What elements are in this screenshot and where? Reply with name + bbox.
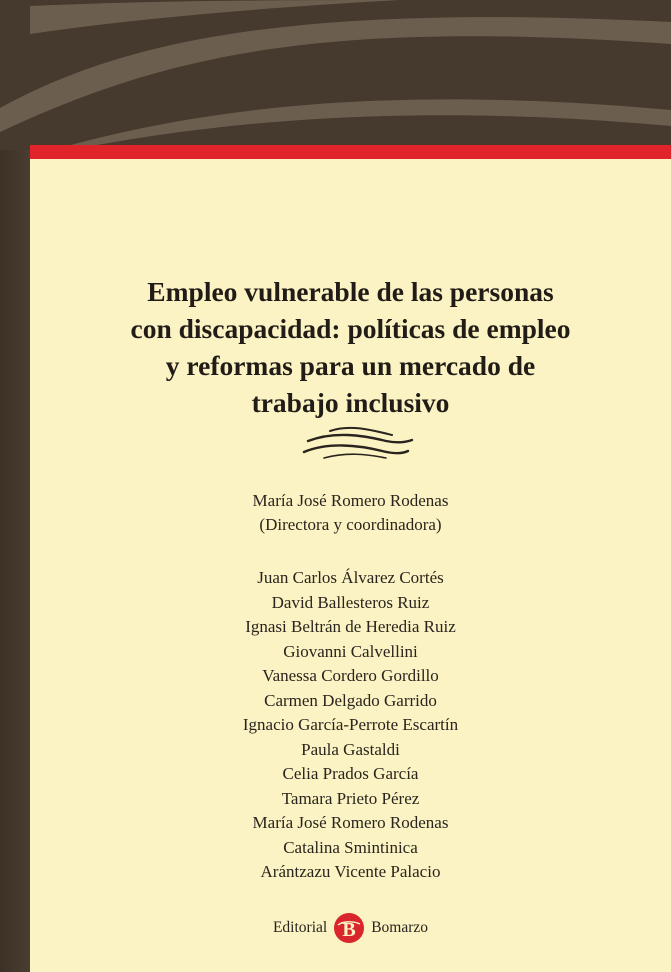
publisher-logo-icon <box>333 912 365 944</box>
author-name: Ignasi Beltrán de Heredia Ruiz <box>245 617 456 636</box>
publisher-logo-letter: B <box>342 919 356 941</box>
book-title <box>70 273 631 421</box>
director-block <box>70 489 631 537</box>
title-line: Empleo vulnerable de las personas <box>147 276 554 308</box>
title-line: trabajo inclusivo <box>251 387 450 419</box>
author-name: Vanessa Cordero Gordillo <box>262 666 439 685</box>
author-name: Arántzazu Vicente Palacio <box>260 862 441 881</box>
author-name: David Ballesteros Ruiz <box>271 592 430 612</box>
director-name: María José Romero Rodenas <box>252 491 449 510</box>
director-role: (Directora y coordinadora) <box>259 515 442 534</box>
decorative-swooshes <box>0 0 671 160</box>
author-name: Tamara Prieto Pérez <box>281 788 420 808</box>
title-line: con discapacidad: políticas de empleo <box>130 313 571 345</box>
author-name: Ignacio García-Perrote Escartín <box>242 715 459 734</box>
author-name: Paula Gastaldi <box>301 739 400 759</box>
author-name: Giovanni Calvellini <box>283 641 418 661</box>
publisher-imprint <box>70 910 631 946</box>
wave-ornament-icon <box>302 425 414 461</box>
authors-list <box>70 566 631 885</box>
author-name: Juan Carlos Álvarez Cortés <box>257 568 444 587</box>
author-name: Carmen Delgado Garrido <box>264 690 437 710</box>
accent-stripe <box>30 145 671 159</box>
publisher-word-left: Editorial <box>272 919 328 936</box>
left-band <box>0 150 30 972</box>
title-line: y reformas para un mercado de <box>165 350 536 382</box>
author-name: María José Romero Rodenas <box>252 813 449 832</box>
cover-panel <box>30 159 671 972</box>
author-name: Catalina Smintinica <box>283 837 418 857</box>
publisher-word-right: Bomarzo <box>371 919 429 936</box>
author-name: Celia Prados García <box>282 764 419 783</box>
